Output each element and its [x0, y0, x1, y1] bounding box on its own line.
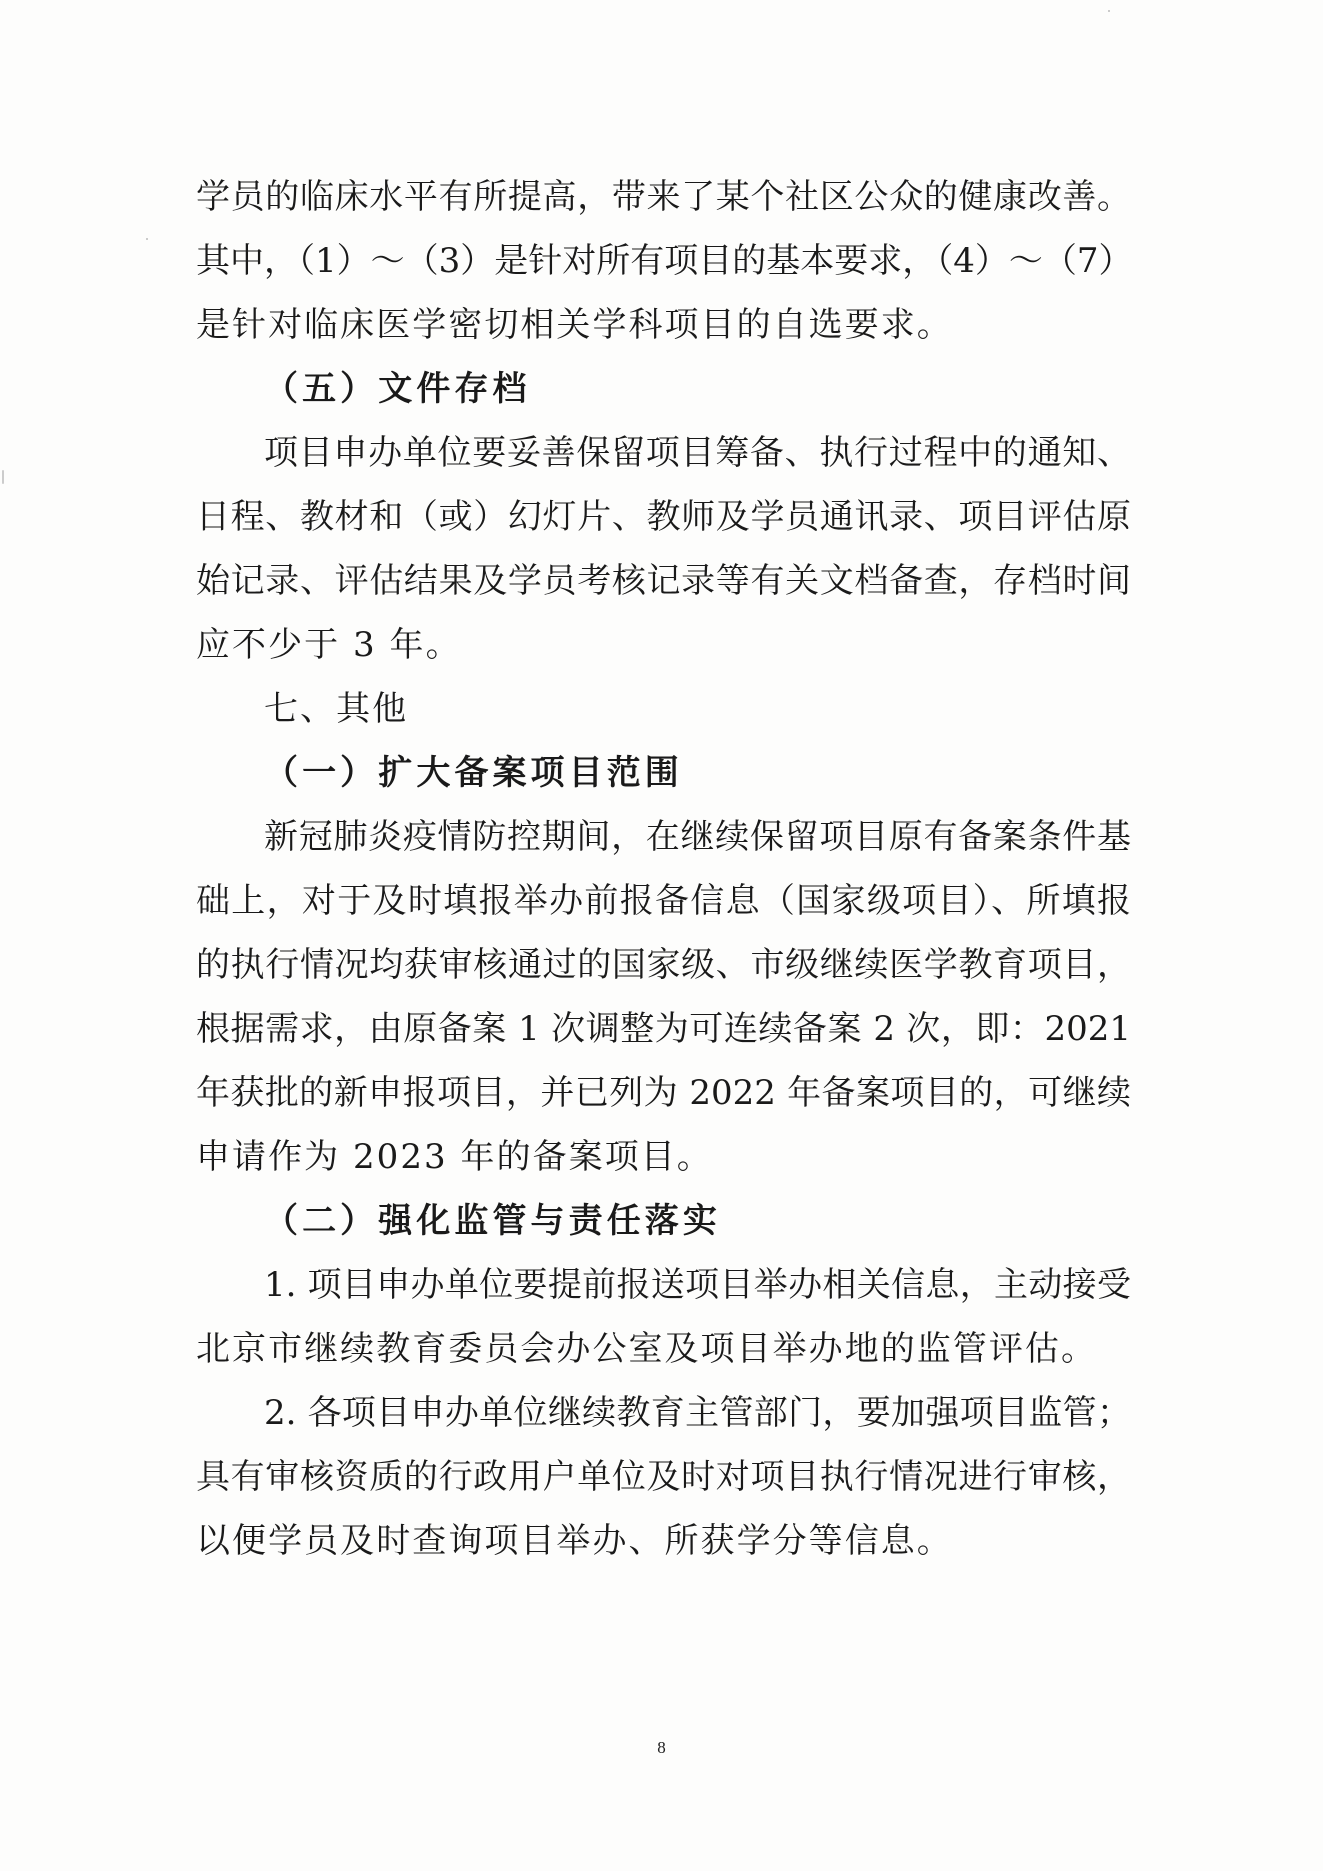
paragraph-line: 项目申办单位要妥善保留项目筹备、执行过程中的通知、: [264, 433, 1131, 473]
paragraph-line: 学员的临床水平有所提高，带来了某个社区公众的健康改善。: [196, 177, 1131, 217]
paragraph-line: 础上，对于及时填报举办前报备信息（国家级项目）、所填报: [196, 881, 1131, 921]
page-number: 8: [657, 1738, 666, 1757]
scan-edge-mark: [2, 470, 4, 484]
paragraph-line: 以便学员及时查询项目举办、所获学分等信息。: [196, 1521, 953, 1561]
document-body: [196, 165, 1131, 1573]
paragraph-line: 始记录、评估结果及学员考核记录等有关文档备查，存档时间: [196, 561, 1131, 601]
paragraph-line: 应不少于 3 年。: [196, 625, 462, 665]
paragraph-line: 日程、教材和（或）幻灯片、教师及学员通讯录、项目评估原: [196, 497, 1131, 537]
paragraph-line: 新冠肺炎疫情防控期间，在继续保留项目原有备案条件基: [264, 817, 1131, 857]
paragraph-line: 七、其他: [264, 689, 409, 729]
paragraph-line: 1. 项目申办单位要提前报送项目举办相关信息，主动接受: [264, 1265, 1131, 1305]
paragraph-line: 其中，（1）～（3）是针对所有项目的基本要求，（4）～（7）: [196, 241, 1133, 281]
paragraph-line: 申请作为 2023 年的备案项目。: [196, 1137, 713, 1177]
paragraph-line: 年获批的新申报项目，并已列为 2022 年备案项目的，可继续: [196, 1073, 1131, 1113]
paragraph-line: 2. 各项目申办单位继续教育主管部门，要加强项目监管；: [264, 1393, 1131, 1433]
section-heading: （二）强化监管与责任落实: [264, 1201, 721, 1241]
scan-speck: [1108, 10, 1110, 12]
paragraph-line: 的执行情况均获审核通过的国家级、市级继续医学教育项目，: [196, 945, 1131, 985]
scan-speck: [146, 238, 148, 240]
section-heading: （五）文件存档: [264, 369, 531, 409]
section-heading: （一）扩大备案项目范围: [264, 753, 683, 793]
paragraph-line: 根据需求，由原备案 1 次调整为可连续备案 2 次，即：2021: [196, 1009, 1131, 1049]
paragraph-line: 是针对临床医学密切相关学科项目的自选要求。: [196, 305, 953, 345]
paragraph-line: 具有审核资质的行政用户单位及时对项目执行情况进行审核，: [196, 1457, 1131, 1497]
paragraph-line: 北京市继续教育委员会办公室及项目举办地的监管评估。: [196, 1329, 1097, 1369]
